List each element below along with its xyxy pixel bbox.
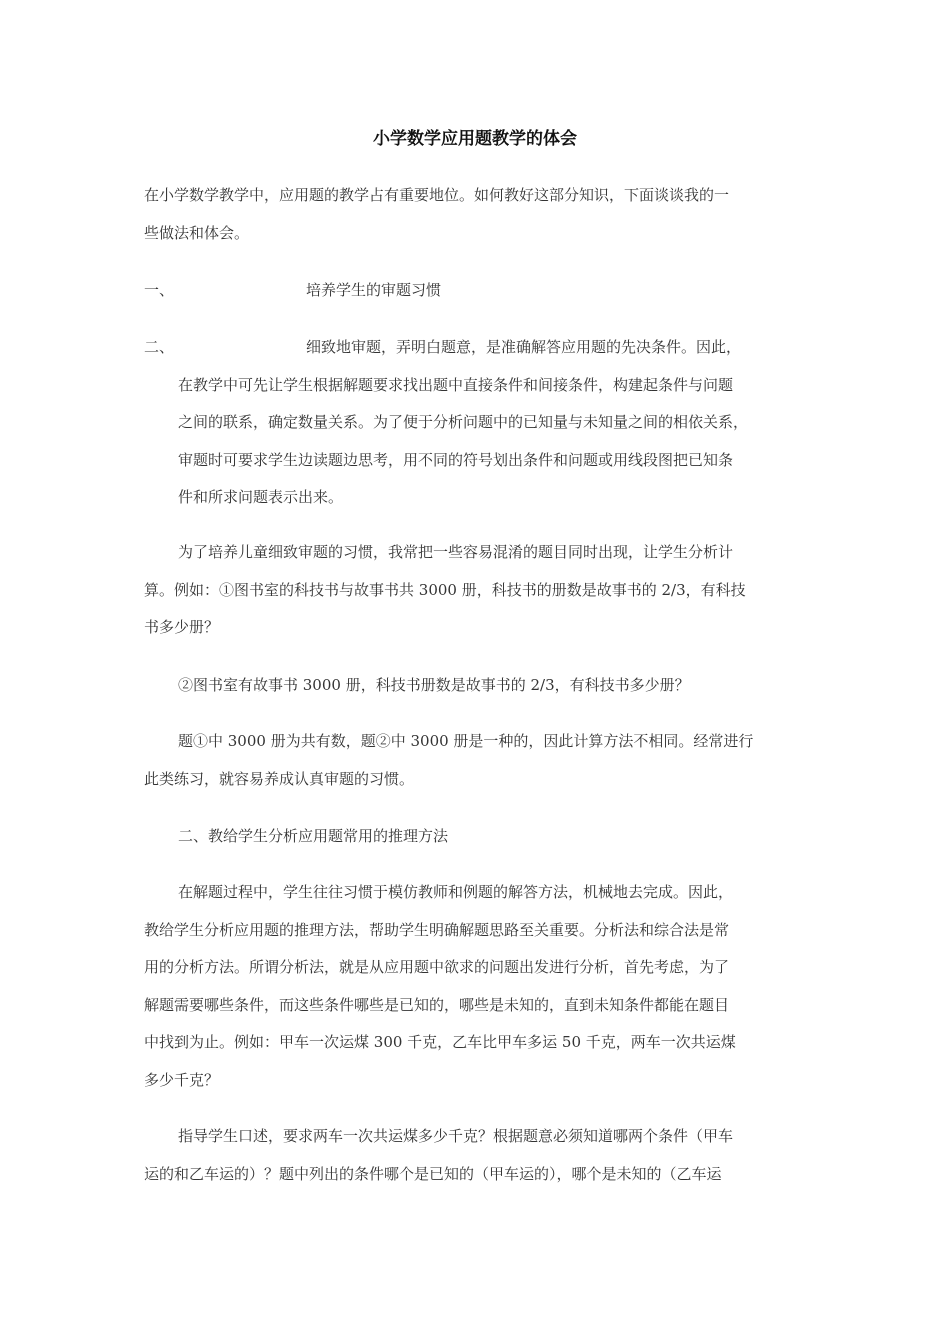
paragraph-line: 教给学生分析应用题的推理方法，帮助学生明确解题思路至关重要。分析法和综合法是常 (144, 920, 730, 939)
habit-paragraph (144, 534, 806, 647)
list-marker: 一、 (144, 281, 175, 299)
list-item-1 (144, 272, 806, 310)
paragraph-line: 算。例如：①图书室的科技书与故事书共 3000 册，科技书的册数是故事书的 2/3，有科技 (144, 580, 746, 599)
list-item-first-line: 细致地审题，弄明白题意，是准确解答应用题的先决条件。因此， (306, 338, 742, 356)
section-heading-text: 二、教给学生分析应用题常用的推理方法 (178, 827, 449, 845)
list-item-2 (144, 329, 806, 517)
list-item-line: 之间的联系，确定数量关系。为了便于分析问题中的已知量与未知量之间的相依关系， (178, 413, 749, 431)
paragraph-line: 运的和乙车运的）？题中列出的条件哪个是已知的（甲车运的），哪个是未知的（乙车运 (144, 1164, 722, 1183)
list-item-text: 培养学生的审题习惯 (306, 281, 442, 299)
list-marker: 二、 (144, 338, 175, 356)
list-item-line: 审题时可要求学生边读题边思考，用不同的符号划出条件和问题或用线段图把已知条 (178, 450, 734, 469)
paragraph-line: 解题需要哪些条件，而这些条件哪些是已知的，哪些是未知的，直到未知条件都能在题目 (144, 995, 730, 1014)
paragraph-line: 在小学数学教学中，应用题的教学占有重要地位。如何教好这部分知识，下面谈谈我的一 (144, 186, 730, 204)
paragraph-line: 些做法和体会。 (144, 223, 250, 242)
list-item-line: 件和所求问题表示出来。 (178, 488, 344, 506)
paragraph-line: 书多少册？ (144, 618, 220, 636)
guide-paragraph (144, 1118, 806, 1193)
list-item-line: 在教学中可先让学生根据解题要求找出题中直接条件和间接条件，构建起条件与问题 (178, 375, 734, 394)
paragraph-line: 指导学生口述，要求两车一次共运煤多少千克？根据题意必须知道哪两个条件（甲车 (178, 1127, 734, 1145)
section-2-heading (144, 818, 806, 856)
paragraph-line: 中找到为止。例如：甲车一次运煤 300 千克，乙车比甲车多运 50 千克，两车一次共运煤 (144, 1033, 736, 1051)
question-2-paragraph (144, 667, 806, 705)
paragraph-line: 多少千克？ (144, 1070, 220, 1089)
paragraph-line: 用的分析方法。所谓分析法，就是从应用题中欲求的问题出发进行分析，首先考虑，为了 (144, 958, 730, 976)
paragraph-line: 为了培养儿童细致审题的习惯，我常把一些容易混淆的题目同时出现，让学生分析计 (178, 543, 734, 561)
paragraph-line: 题①中 3000 册为共有数，题②中 3000 册是一种的，因此计算方法不相同。经常进行 (178, 732, 754, 750)
document-title: 小学数学应用题教学的体会 (373, 129, 577, 149)
compare-paragraph (144, 723, 806, 798)
method-paragraph (144, 874, 806, 1099)
paragraph-line: 此类练习，就容易养成认真审题的习惯。 (144, 769, 415, 788)
paragraph-line: ②图书室有故事书 3000 册，科技书册数是故事书的 2/3，有科技书多少册？ (178, 676, 690, 694)
paragraph-line: 在解题过程中，学生往往习惯于模仿教师和例题的解答方法，机械地去完成。因此， (178, 883, 734, 901)
intro-paragraph (144, 177, 806, 252)
